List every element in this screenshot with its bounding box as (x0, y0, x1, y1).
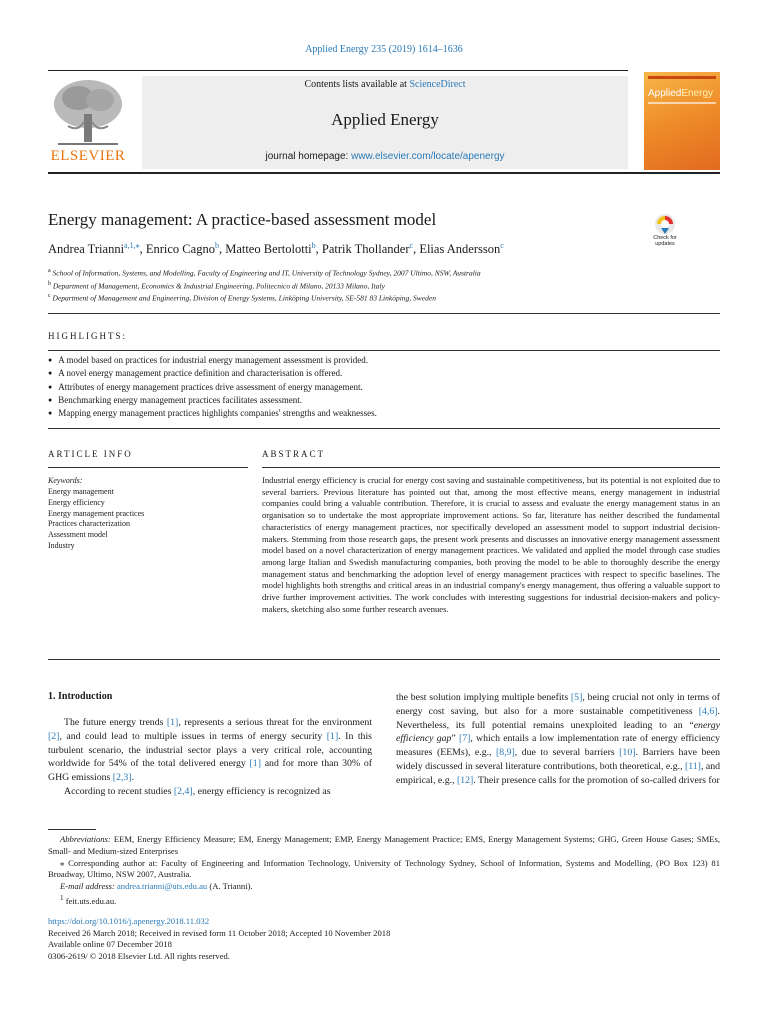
author-affil-mark[interactable]: b (311, 241, 316, 250)
check-for-updates-label[interactable] (640, 235, 690, 247)
author-list: Andrea Trianni$^{a,1,⁎}$, Enrico Cagno$^b$, Matteo Bertolotti$^b$, Patrik Thollander$^c$, Elias Andersson$^c$ (48, 241, 504, 257)
homepage-line (142, 151, 628, 162)
journal-cover-image[interactable] (644, 72, 720, 170)
corresponding-author-footnote: ⁎ Corresponding author at: Faculty of Engineering and Information Technology, University of Technology Sydney, School of Information, Systems and Modelling, (PO Box 123) 81 Broadway, Ultimo, NSW 2007, Australia. (48, 857, 720, 880)
abstract-heading: ABSTRACT (262, 449, 326, 459)
cover-title-b: Energy (681, 88, 714, 99)
article-info-heading: ARTICLE INFO (48, 449, 133, 459)
cover-top-bar (648, 76, 716, 79)
badge-line1: Check for (653, 235, 677, 241)
abstract-text: Industrial energy efficiency is crucial for energy cost saving and sustainable competitiveness, but its potential is not exploited due to several barriers. Previous literature has pointed out that, among the most effective means, energy management in industrial companies could bring a valuable contribution. Therefore, it is crucial to assess and evaluate the energy management status in an organisation so to undertake the most appropriate improvement actions. So far, literature has neither described the fundamental characteristics of energy management practices, nor specifically developed an assessment model to support industrial decision-makers. Stemming from those research gaps, the present work presents and discusses an innovative energy management assessment model based on a novel characterization of energy management practices. We validated and applied the model through case studies among large Italian and Swedish manufacturing companies, both proving the model to be able to thoroughly describe the energy management status and benchmarking the adoption level of energy management practices with respect to specific baselines. The model highlights both strengths and critical areas in an industrial company's energy management, thus offering a valuable support to drive further improvement activities. The work concludes with interesting suggestions for industrial decision-makers and policy-makers, sketching also some further research avenues. (262, 475, 720, 614)
section-heading-introduction: 1. Introduction (48, 691, 113, 702)
author-name[interactable]: Andrea Trianni (48, 242, 125, 257)
sciencedirect-link[interactable]: ScienceDirect (409, 79, 466, 90)
rule-article-info (48, 467, 248, 468)
highlight-item: ● A novel energy management practice definition and characterisation is offered. (48, 367, 720, 380)
author-affil-mark[interactable]: c (409, 241, 414, 250)
copyright: 0306-2619/ © 2018 Elsevier Ltd. All rights reserved. (48, 950, 230, 961)
citation-link[interactable]: [7] (458, 733, 471, 745)
keyword-item: Energy management practices (48, 508, 145, 518)
journal-reference[interactable]: Applied Energy 235 (2019) 1614–1636 (305, 44, 463, 55)
email-footnote: E-mail address: andrea.trianni@uts.edu.au (A. Trianni). (60, 881, 253, 892)
cover-title (648, 88, 713, 99)
footnote-rule (48, 829, 96, 830)
highlight-item: ● Attributes of energy management practices drive assessment of energy management. (48, 381, 720, 394)
citation-link[interactable]: [1] (166, 717, 179, 728)
citation-link[interactable]: [12] (456, 774, 474, 786)
contents-prefix: Contents lists available at (304, 79, 410, 90)
body-column-left (48, 716, 372, 799)
received-dates: Received 26 March 2018; Received in revised form 11 October 2018; Accepted 10 November 2018 (48, 927, 391, 938)
affiliation-item: $^b$ Department of Management, Economics & Industrial Engineering, Politecnico di Milano, 20133 Milano, Italy (48, 280, 385, 290)
author-affil-mark[interactable]: c (500, 241, 504, 250)
author-name[interactable]: Patrik Thollander (321, 242, 410, 257)
footnotes (48, 834, 720, 908)
rule-below-highlights (48, 428, 720, 429)
highlight-item: ● Mapping energy management practices highlights companies' strengths and weaknesses. (48, 407, 720, 420)
homepage-prefix: journal homepage: (265, 151, 352, 162)
contents-line (142, 79, 628, 90)
citation-link[interactable]: [2,3] (112, 772, 132, 784)
citation-link[interactable]: [5] (570, 692, 583, 703)
rule-abstract (262, 467, 720, 468)
author-name[interactable]: Enrico Cagno (145, 242, 215, 257)
keyword-item: Assessment model (48, 530, 108, 540)
paragraph: the best solution implying multiple benefits [5], being crucial not only in terms of energy cost saving, but also for a more sustainable competitiveness [4,6]. Nevertheless, its full potential remains unexploited leading to an “energy efficiency gap” [7], which entails a low implementation rate of energy efficiency measures (EEMs), e.g., [8,9], due to several barriers [10]. Barriers have been widely discussed in several literature contributions, both theoretical, e.g., [11], and empirical, e.g., [12]. Their presence calls for the promotion of so-called drivers for (396, 692, 721, 786)
journal-title: Applied Energy (331, 110, 439, 129)
author-affil-mark[interactable]: b (214, 241, 219, 250)
citation-link[interactable]: [11] (684, 760, 701, 772)
article-metadata (48, 916, 390, 962)
emphasis: energy efficiency gap (396, 719, 720, 745)
email-link[interactable]: andrea.trianni@uts.edu.au (116, 881, 208, 892)
author-name[interactable]: Matteo Bertolotti (225, 242, 312, 257)
rule-below-abstract (48, 659, 720, 660)
keyword-item: Energy efficiency (48, 497, 105, 507)
citation-link[interactable]: [8,9] (496, 747, 515, 759)
citation-link[interactable]: [2] (48, 730, 60, 742)
cover-subtitle-bar (648, 102, 716, 104)
highlights-heading: HIGHLIGHTS: (48, 331, 127, 341)
header-rule-top (48, 70, 628, 71)
footnote-1: $^1$ feit.uts.edu.au. (60, 893, 117, 906)
author-name[interactable]: Elias Andersson (419, 242, 501, 257)
paragraph: According to recent studies [2,4], energy efficiency is recognized as (64, 785, 331, 797)
highlight-item: ● Benchmarking energy management practices facilitates assessment. (48, 394, 720, 407)
citation-link[interactable]: [1] (249, 758, 261, 770)
citation-link[interactable]: [10] (619, 747, 636, 759)
badge-line2: updates (655, 241, 675, 247)
body-column-right (396, 691, 720, 788)
citation-link[interactable]: [4,6] (698, 705, 718, 717)
author-affil-mark[interactable]: a,1,⁎ (124, 241, 140, 250)
paper-title: Energy management: A practice-based assessment model (48, 210, 437, 229)
keyword-item: Practices characterization (48, 519, 130, 529)
rule-highlights-heading (48, 350, 720, 351)
keyword-item: Industry (48, 540, 75, 550)
doi-link[interactable]: https://doi.org/10.1016/j.apenergy.2018.11.032 (48, 916, 210, 926)
highlight-item: ● A model based on practices for industrial energy management assessment is provided. (48, 354, 720, 367)
homepage-link[interactable]: www.elsevier.com/locate/apenergy (351, 151, 505, 162)
citation-link[interactable]: [2,4] (173, 785, 193, 797)
header-rule-bottom (48, 172, 720, 174)
elsevier-wordmark: ELSEVIER (50, 148, 126, 164)
affiliation-item: $^c$ Department of Management and Engineering, Division of Energy Systems, Linköping University, SE-581 83 Linköping, Sweden (48, 293, 436, 303)
cover-title-a: Applied (648, 88, 682, 99)
online-date: Available online 07 December 2018 (48, 939, 172, 949)
paragraph: The future energy trends [1], represents a serious threat for the environment [2], and could lead to multiple issues in terms of energy security [1]. In this turbulent scenario, the industrial sector plays a very critical role, accounting worldwide for 54% of the total delivered energy [1] and for more than 30% of GHG emissions [2,3]. (48, 717, 372, 784)
affiliation-item: $^a$ School of Information, Systems, and Modelling, Faculty of Engineering and IT, University of Technology Sydney, 2007 Ultimo, NSW, Australia (48, 268, 481, 278)
citation-link[interactable]: [1] (326, 730, 339, 742)
keywords-list (48, 487, 144, 552)
keyword-item: Energy management (48, 487, 114, 496)
affiliations (48, 266, 481, 304)
abbreviations-footnote: Abbreviations: EEM, Energy Efficiency Measure; EM, Energy Management; EMP, Energy Management Practice; EMS, Energy Management Systems; GHG, Green House Gases; SMEs, Small- and Medium-sized Enterprises (48, 834, 720, 856)
keywords-label: Keywords: (48, 476, 83, 485)
rule-above-highlights (48, 313, 720, 314)
highlights-list (48, 354, 720, 420)
